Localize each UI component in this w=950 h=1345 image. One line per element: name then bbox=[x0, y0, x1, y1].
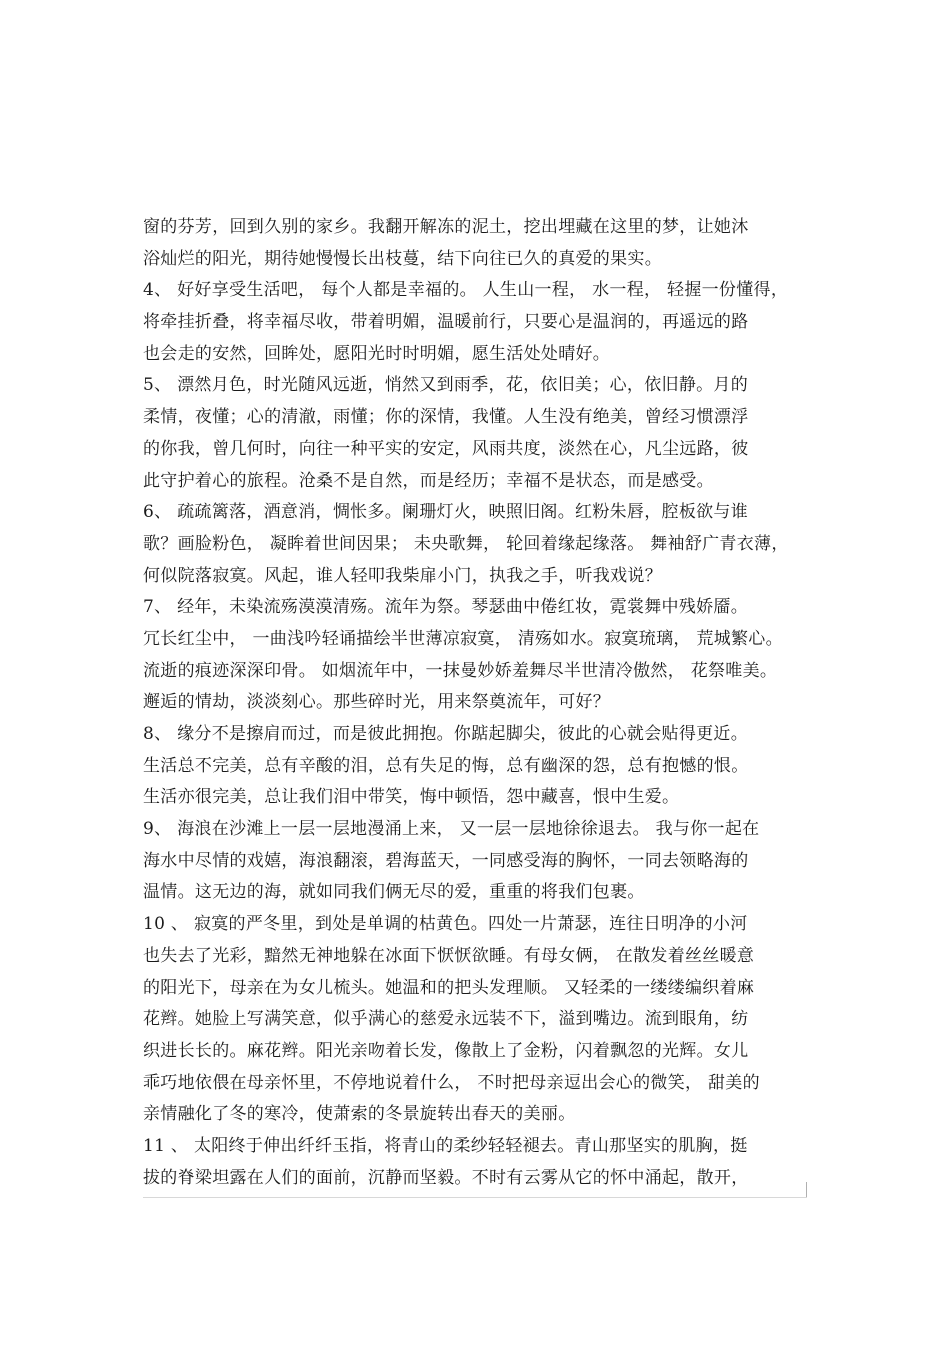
text-line: 生活亦很完美，总让我们泪中带笑，悔中顿悟，怨中藏喜，恨中生爱。 bbox=[143, 787, 680, 808]
text-line: 5、 漂然月色，时光随风远逝，悄然又到雨季，花，依旧美；心，依旧静。月的 bbox=[143, 375, 749, 396]
text-line: 何似院落寂寞。风起，谁人轻叩我柴扉小门，执我之手，听我戏说？ bbox=[143, 565, 662, 586]
margin-rule bbox=[806, 1182, 807, 1198]
text-line: 6、 疏疏篱落，酒意消，惆怅多。阑珊灯火，映照旧阁。红粉朱唇，腔板欲与谁 bbox=[143, 502, 749, 523]
text-line: 织进长长的。麻花辫。阳光亲吻着长发，像散上了金粉，闪着飘忽的光辉。女儿 bbox=[143, 1040, 749, 1061]
text-line: 10 、 寂寞的严冬里，到处是单调的枯黄色。四处一片萧瑟，连往日明净的小河 bbox=[143, 914, 748, 935]
text-line: 窗的芬芳，回到久别的家乡。我翻开解冻的泥土，挖出埋藏在这里的梦，让她沐 bbox=[143, 217, 749, 237]
text-line: 温情。这无边的海，就如同我们俩无尽的爱，重重的将我们包裹。 bbox=[143, 882, 645, 903]
text-line: 的阳光下，母亲在为女儿梳头。她温和的把头发理顺。 又轻柔的一缕缕编织着麻 bbox=[143, 977, 755, 998]
text-line: 拔的脊梁坦露在人们的面前，沉静而坚毅。不时有云雾从它的怀中涌起，散开， bbox=[143, 1167, 749, 1188]
text-line: 冗长红尘中， 一曲浅吟轻诵描绘半世薄凉寂寞， 清殇如水。寂寞琉璃， 荒城繁心。 bbox=[143, 628, 783, 649]
text-line: 9、 海浪在沙滩上一层一层地漫涌上来， 又一层一层地徐徐退去。 我与你一起在 bbox=[143, 819, 760, 840]
text-line: 的你我，曾几何时，向往一种平实的安定，风雨共度，淡然在心，凡尘远路，彼 bbox=[143, 438, 749, 459]
text-line: 邂逅的情劫，淡淡刻心。那些碎时光，用来祭奠流年，可好？ bbox=[143, 692, 611, 713]
text-line: 歌？画脸粉色， 凝眸着世间因果； 未央歌舞， 轮回着缘起缘落。 舞袖舒广青衣薄， bbox=[143, 533, 789, 554]
text-line: 7、 经年，未染流殇漠漠清殇。流年为祭。琴瑟曲中倦红妆，霓裳舞中残娇靥。 bbox=[143, 597, 749, 618]
text-line: 11 、 太阳终于伸出纤纤玉指，将青山的柔纱轻轻褪去。青山那坚实的肌胸，挺 bbox=[143, 1135, 748, 1156]
document-body bbox=[143, 212, 808, 1194]
text-line: 乖巧地依偎在母亲怀里，不停地说着什么， 不时把母亲逗出会心的微笑， 甜美的 bbox=[143, 1072, 760, 1093]
text-line: 也会走的安然，回眸处，愿阳光时时明媚，愿生活处处晴好。 bbox=[143, 343, 611, 364]
text-line: 海水中尽情的戏嬉，海浪翻滚，碧海蓝天，一同感受海的胸怀，一同去领略海的 bbox=[143, 850, 749, 871]
text-line: 流逝的痕迹深深印骨。 如烟流年中，一抹曼妙娇羞舞尽半世清冷傲然， 花祭唯美。 bbox=[143, 660, 778, 681]
text-line: 亲情融化了冬的寒冷，使萧索的冬景旋转出春天的美丽。 bbox=[143, 1104, 576, 1125]
text-line: 4、 好好享受生活吧， 每个人都是幸福的。 人生山一程， 水一程， 轻握一份懂得， bbox=[143, 280, 789, 301]
text-line: 8、 缘分不是擦肩而过，而是彼此拥抱。你踮起脚尖，彼此的心就会贴得更近。 bbox=[143, 724, 749, 744]
text-line: 将牵挂折叠，将幸福尽收，带着明媚，温暖前行，只要心是温润的，再遥远的路 bbox=[143, 312, 749, 333]
bottom-divider bbox=[143, 1197, 807, 1198]
text-line: 此守护着心的旅程。沧桑不是自然，而是经历；幸福不是状态，而是感受。 bbox=[143, 470, 714, 491]
text-line: 花辫。她脸上写满笑意，似乎满心的慈爱永远装不下，溢到嘴边。流到眼角，纺 bbox=[143, 1009, 749, 1030]
text-line: 浴灿烂的阳光，期待她慢慢长出枝蔓，结下向往已久的真爱的果实。 bbox=[143, 248, 662, 269]
text-line: 生活总不完美，总有辛酸的泪，总有失足的悔，总有幽深的怨，总有抱憾的恨。 bbox=[143, 755, 749, 776]
text-line: 柔情，夜懂；心的清澈，雨懂；你的深情，我懂。人生没有绝美，曾经习惯漂浮 bbox=[143, 407, 749, 428]
text-line: 也失去了光彩，黯然无神地躲在冰面下恹恹欲睡。有母女俩， 在散发着丝丝暖意 bbox=[143, 945, 755, 966]
